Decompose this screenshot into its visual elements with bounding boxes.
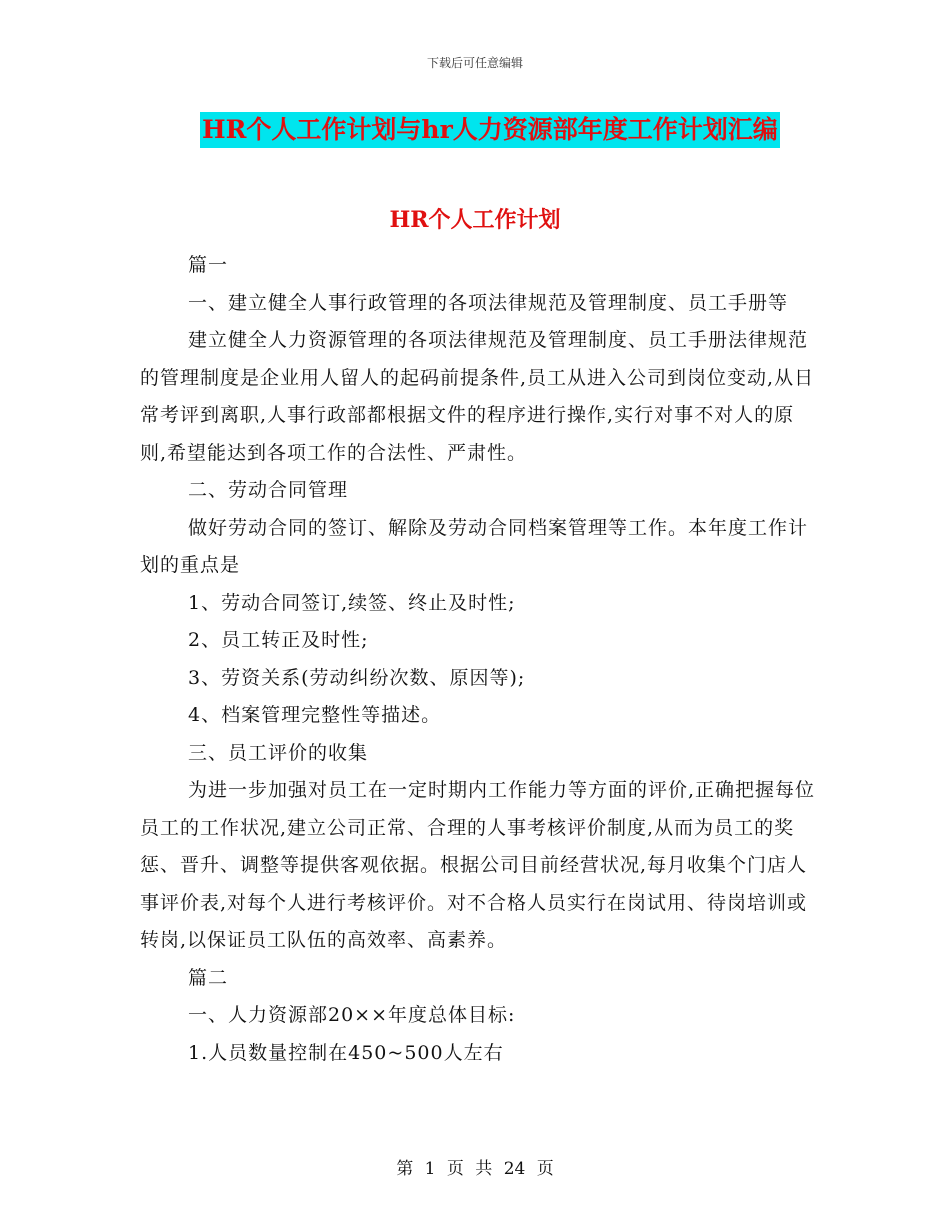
- page-footer: 第 1 页 共 24 页: [396, 1159, 554, 1179]
- paragraph-heading-3: 三、员工评价的收集: [188, 741, 369, 764]
- section-title: HR个人工作计划: [389, 207, 561, 233]
- paragraph-part-one-heading: 篇一: [188, 254, 229, 276]
- paragraph-list-item: 1、劳动合同签订,续签、终止及时性;: [188, 591, 516, 614]
- paragraph-list-item: 3、劳资关系(劳动纠纷次数、原因等);: [188, 666, 526, 689]
- document-title: HR个人工作计划与hr人力资源部年度工作计划汇编: [200, 112, 780, 148]
- paragraph-part-two-heading: 篇二: [188, 966, 229, 989]
- document-body: [140, 247, 820, 1072]
- paragraph-heading-annual-goal: 一、人力资源部20××年度总体目标:: [188, 1004, 516, 1026]
- paragraph-list-item: 1.人员数量控制在450~500人左右: [188, 1041, 504, 1064]
- paragraph-list-item: 4、档案管理完整性等描述。: [188, 704, 442, 726]
- paragraph-heading-1: 一、建立健全人事行政管理的各项法律规范及管理制度、员工手册等: [188, 291, 789, 314]
- paragraph-heading-2: 二、劳动合同管理: [188, 479, 349, 501]
- paragraph-body: 做好劳动合同的签订、解除及劳动合同档案管理等工作。本年度工作计划的重点是: [140, 516, 809, 576]
- header-note: 下载后可任意编辑: [426, 56, 523, 70]
- paragraph-body: 为进一步加强对员工在一定时期内工作能力等方面的评价,正确把握每位员工的工作状况,建立公司正常、合理的人事考核评价制度,从而为员工的奖惩、晋升、调整等提供客观依据。根据公司目前经营状况,每月收集个门店人事评价表,对每个人进行考核评价。对不合格人员实行在岗试用、待岗培训或转岗,以保证员工队伍的高效率、高素养。: [140, 779, 816, 951]
- paragraph-list-item: 2、员工转正及时性;: [188, 629, 369, 651]
- paragraph-body: 建立健全人力资源管理的各项法律规范及管理制度、员工手册法律规范的管理制度是企业用人留人的起码前提条件,员工从进入公司到岗位变动,从日常考评到离职,人事行政部都根据文件的程序进行操作,实行对事不对人的原则,希望能达到各项工作的合法性、严肃性。: [140, 329, 815, 464]
